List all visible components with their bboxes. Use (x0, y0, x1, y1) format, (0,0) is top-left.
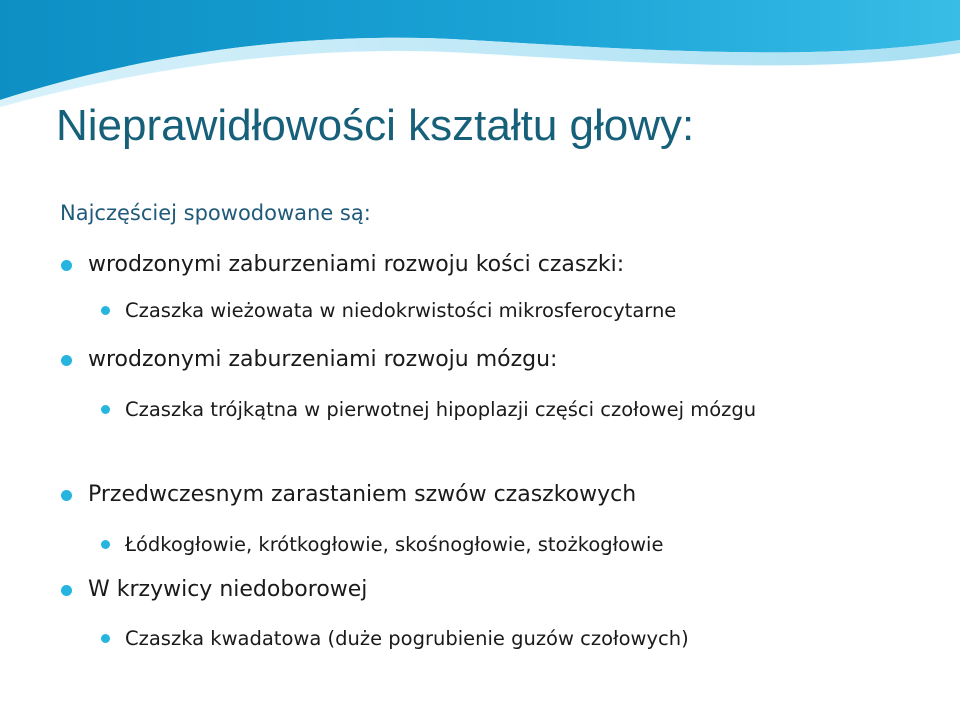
bullet-item (88, 250, 624, 280)
bullet-dot-icon (101, 405, 110, 414)
bullet-text: Przedwczesnym zarastaniem szwów czaszkowych (88, 482, 637, 507)
bullet-text: wrodzonymi zaburzeniami rozwoju mózgu: (88, 347, 558, 372)
slide-title: Nieprawidłowości kształtu głowy: (56, 101, 695, 150)
bullet-item (88, 575, 367, 605)
sub-bullet-text: Łódkogłowie, krótkogłowie, skośnogłowie, stożkogłowie (125, 533, 664, 556)
sub-bullet-text: Czaszka kwadatowa (duże pogrubienie guzów czołowych) (125, 627, 689, 650)
bullet-dot-icon (101, 306, 110, 315)
bullet-item (88, 480, 636, 510)
sub-bullet-item (125, 392, 885, 427)
bullet-dot-icon (101, 634, 110, 643)
sub-bullet-text: Czaszka trójkątna w pierwotnej hipoplazji części czołowej mózgu (125, 398, 757, 421)
header-wave-decoration (0, 0, 960, 110)
bullet-item (88, 345, 557, 375)
bullet-dot-icon (61, 355, 72, 366)
sub-bullet-item (125, 621, 885, 656)
bullet-dot-icon (101, 540, 110, 549)
bullet-text: W krzywicy niedoborowej (88, 577, 368, 602)
sub-bullet-text: Czaszka wieżowata w niedokrwistości mikrosferocytarne (125, 299, 677, 322)
intro-text: Najczęściej spowodowane są: (60, 201, 371, 225)
bullet-dot-icon (61, 490, 72, 501)
sub-bullet-item (125, 527, 885, 562)
bullet-dot-icon (61, 585, 72, 596)
bullet-dot-icon (61, 260, 72, 271)
bullet-text: wrodzonymi zaburzeniami rozwoju kości czaszki: (88, 252, 625, 277)
sub-bullet-item (125, 293, 885, 328)
